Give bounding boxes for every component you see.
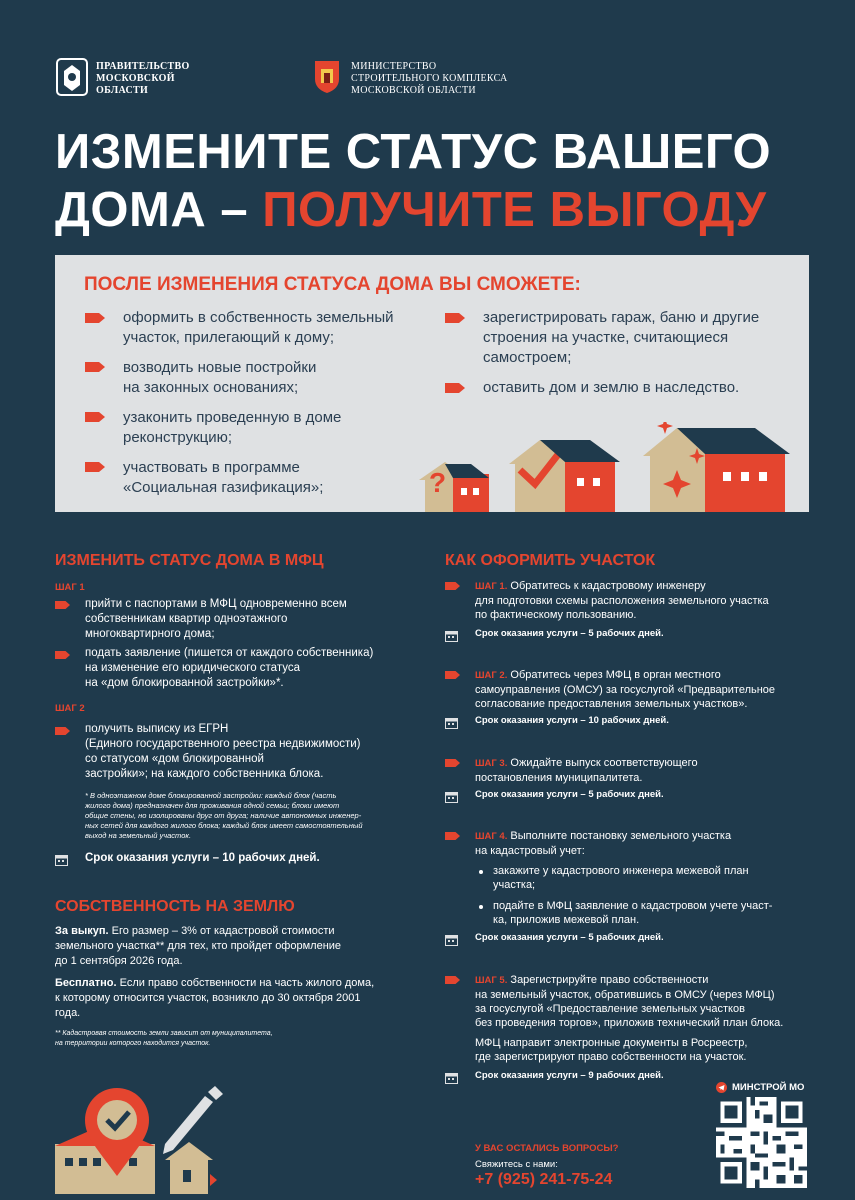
mfc-term: Срок оказания услуги – 10 рабочих дней. [85, 852, 320, 864]
plot-section-title: КАК ОФОРМИТЬ УЧАСТОК [445, 552, 656, 569]
mfc-step-1-label: ШАГ 1 [55, 582, 85, 593]
benefit-item: узаконить проведенную в доме реконструкцию; [123, 409, 342, 446]
telegram-label: МИНСТРОЙ МО [732, 1082, 805, 1093]
plot-step-bullet: подайте в МФЦ заявление о кадастровом учете участ- ка, приложив межевой план. [493, 900, 773, 926]
gov-logo-text: ПРАВИТЕЛЬСТВО МОСКОВСКОЙ ОБЛАСТИ [96, 61, 190, 96]
headline [55, 123, 835, 239]
calendar-icon [445, 933, 458, 951]
plot-step [475, 973, 820, 1030]
house-sparkle-icon [643, 428, 790, 512]
plot-step-label: ШАГ 4. [475, 831, 508, 842]
calendar-icon [55, 853, 68, 871]
contacts-label: Свяжитесь с нами: [475, 1159, 558, 1170]
svg-text:?: ? [429, 467, 447, 498]
calendar-icon [445, 790, 458, 808]
land-buyout-text: Его размер – 3% от кадастровой стоимости земельного участка** для тех, кто пройдет оформление до 1 сентября 2026 года. [55, 925, 342, 967]
headline-line-1: ИЗМЕНИТЕ СТАТУС ВАШЕГО [55, 125, 772, 179]
arrow-icon [445, 383, 465, 393]
calendar-icon [445, 1071, 458, 1089]
arrow-icon [445, 671, 460, 679]
location-house-illustration [55, 1084, 225, 1194]
headline-red-part: ПОЛУЧИТЕ ВЫГОДУ [262, 183, 767, 237]
arrow-icon [85, 313, 105, 323]
headline-white-part: ДОМА – [55, 183, 263, 237]
arrow-icon [85, 412, 105, 422]
benefit-item: участвовать в программе «Социальная газификация»; [123, 459, 324, 496]
qr-code[interactable] [716, 1097, 807, 1188]
plot-step-text: Обратитесь к кадастровому инженеру для подготовки схемы расположения земельного участка по фактическому пользованию. [475, 580, 769, 621]
benefits-panel [55, 255, 809, 512]
plot-step-text: Зарегистрируйте право собственности на земельный участок, обратившись в ОМСУ (через МФЦ) за госуслугой «Предоставление земельных участков без проведения торгов», приложив технический план блока. [475, 974, 784, 1029]
telegram-link[interactable] [716, 1082, 804, 1093]
contacts-question: У ВАС ОСТАЛИСЬ ВОПРОСЫ? [475, 1143, 619, 1154]
calendar-icon [445, 716, 458, 734]
plot-step-term: Срок оказания услуги – 5 рабочих дней. [475, 932, 664, 943]
moscow-region-emblem-icon [55, 57, 89, 97]
plot-step-label: ШАГ 1. [475, 581, 508, 592]
plot-step [475, 829, 815, 858]
arrow-icon [445, 759, 460, 767]
plot-step-bullet: закажите у кадастрового инженера межевой план участка; [493, 865, 749, 891]
qr-code-image [716, 1097, 807, 1188]
plot-step-label: ШАГ 3. [475, 758, 508, 769]
land-buyout [55, 924, 415, 969]
bullet-icon [479, 870, 483, 874]
benefit-item: зарегистрировать гараж, баню и другие строения на участке, считающиеся самостроем; [483, 309, 760, 366]
mfc-footnote: * В одноэтажном доме блокированной застройки: каждый блок (часть жилого дома) предназначен для проживания одной семьи; блоки имеют общие стены, но изолированы друг от друга; наличие автономных инженер- ных сетей для каждого жилого блока; каждый блок имеет самостоятельный выход на земельный участок. [85, 791, 363, 840]
benefit-item: возводить новые постройки на законных основаниях; [123, 359, 317, 396]
benefits-title: ПОСЛЕ ИЗМЕНЕНИЯ СТАТУСА ДОМА ВЫ СМОЖЕТЕ: [84, 274, 581, 295]
plot-step-term: Срок оказания услуги – 5 рабочих дней. [475, 789, 664, 800]
ministry-emblem-icon [311, 55, 343, 95]
plot-step [475, 756, 815, 785]
calendar-icon [445, 629, 458, 647]
plot-step-text: Выполните постановку земельного участка на кадастровый учет: [475, 830, 732, 857]
arrow-icon [445, 976, 460, 984]
telegram-icon [716, 1082, 727, 1093]
mfc-step-2-item: получить выписку из ЕГРН (Единого государственного реестра недвижимости) со статусом «дом блокированной застройки»; на каждого собственника блока. [85, 723, 361, 780]
mfc-step-1-item: прийти с паспортами в МФЦ одновременно всем собственникам квартир одноэтажного многоквартирного дома; [85, 598, 347, 640]
bullet-icon [479, 905, 483, 909]
land-free-label: Бесплатно. [55, 977, 117, 989]
arrow-icon [85, 462, 105, 472]
plot-step [475, 668, 815, 711]
plot-step-term: Срок оказания услуги – 9 рабочих дней. [475, 1070, 664, 1081]
plot-step-extra: МФЦ направит электронные документы в Росреестр, где зарегистрируют право собственности на участок. [475, 1037, 748, 1063]
arrow-icon [445, 582, 460, 590]
benefit-item: оставить дом и землю в наследство. [483, 379, 740, 396]
mfc-step-2-label: ШАГ 2 [55, 703, 85, 714]
land-section-title: СОБСТВЕННОСТЬ НА ЗЕМЛЮ [55, 898, 295, 915]
arrow-icon [55, 651, 70, 659]
headline-line-2 [55, 181, 835, 239]
arrow-icon [445, 832, 460, 840]
land-free-text: Если право собственности на часть жилого дома, к которому относится участок, возникло до 30 октября 2001 года. [55, 977, 375, 1019]
plot-step-text: Обратитесь через МФЦ в орган местного самоуправления (ОМСУ) за госуслугой «Предварительное согласование предоставления земельных участков». [475, 669, 776, 710]
arrow-icon [55, 601, 70, 609]
plot-step-label: ШАГ 2. [475, 670, 508, 681]
plot-step-label: ШАГ 5. [475, 975, 508, 986]
plot-step [475, 579, 815, 622]
mfc-step-1-item: подать заявление (пишется от каждого собственника) на изменение его юридического статуса на «дом блокированной застройки»*. [85, 647, 374, 689]
plot-step-term: Срок оказания услуги – 5 рабочих дней. [475, 628, 664, 639]
plot-step-text: Ожидайте выпуск соответствующего постановления муниципалитета. [475, 757, 698, 784]
arrow-icon [445, 313, 465, 323]
contacts-phone[interactable]: +7 (925) 241-75-24 [475, 1171, 613, 1188]
benefit-item: оформить в собственность земельный участок, прилегающий к дому; [123, 309, 394, 346]
land-free [55, 976, 415, 1021]
house-question-icon [419, 462, 489, 512]
mfc-section-title: ИЗМЕНИТЬ СТАТУС ДОМА В МФЦ [55, 552, 324, 569]
land-buyout-label: За выкуп. [55, 925, 109, 937]
house-check-icon [509, 440, 620, 512]
ministry-logo-text: МИНИСТЕРСТВО СТРОИТЕЛЬНОГО КОМПЛЕКСА МОСКОВСКОЙ ОБЛАСТИ [351, 61, 508, 96]
houses-illustration [405, 422, 795, 512]
arrow-icon [85, 362, 105, 372]
land-footnote: ** Кадастровая стоимость земли зависит от муниципалитета, на территории которого находится участок. [55, 1030, 273, 1047]
arrow-icon [55, 727, 70, 735]
plot-step-term: Срок оказания услуги – 10 рабочих дней. [475, 715, 669, 726]
